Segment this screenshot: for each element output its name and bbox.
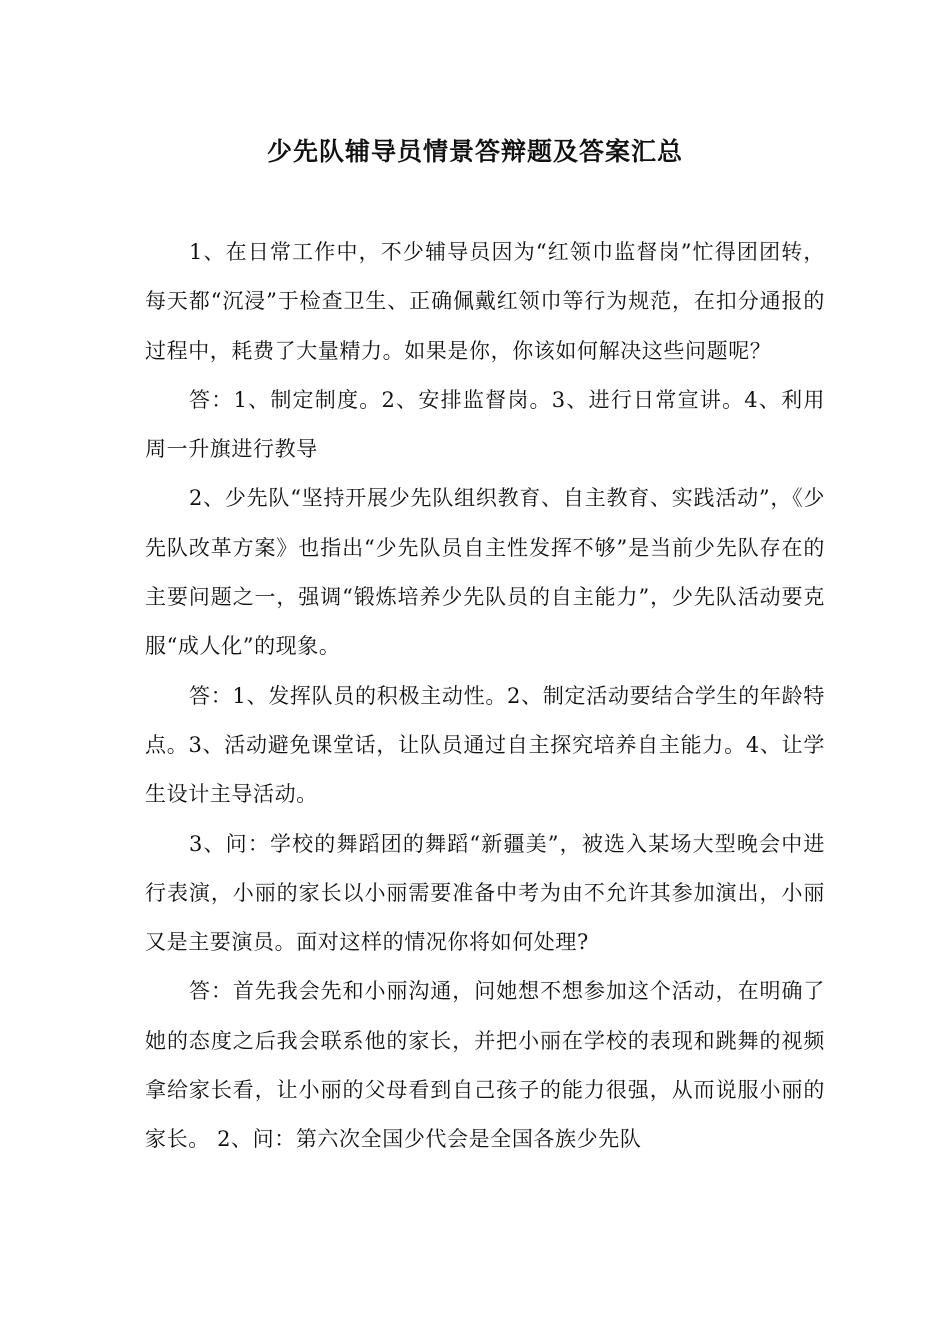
answer-3-paragraph: 答：首先我会先和小丽沟通，问她想不想参加这个活动，在明确了她的态度之后我会联系他的家长，并把小丽在学校的表现和跳舞的视频拿给家长看，让小丽的父母看到自己孩子的能力很强，从而说服小丽的家长。 2、问：第六次全国少代会是全国各族少先队 — [145, 979, 825, 1152]
answer-2-paragraph: 答：1、发挥队员的积极主动性。2、制定活动要结合学生的年龄特点。3、活动避免课堂话，让队员通过自主探究培养自主能力。4、让学生设计主导活动。 — [145, 683, 825, 807]
question-3-paragraph: 3、问：学校的舞蹈团的舞蹈“新疆美”，被选入某场大型晚会中进行表演，小丽的家长以小丽需要准备中考为由不允许其参加演出，小丽又是主要演员。面对这样的情况你将如何处理? — [145, 831, 825, 955]
question-1-paragraph: 1、在日常工作中，不少辅导员因为“红领巾监督岗”忙得团团转，每天都“沉浸”于检查卫生、正确佩戴红领巾等行为规范，在扣分通报的过程中，耗费了大量精力。如果是你，你该如何解决这些问题呢？ — [145, 240, 825, 363]
document-title: 少先队辅导员情景答辩题及答案汇总 — [266, 137, 683, 166]
question-2-paragraph: 2、少先队“坚持开展少先队组织教育、自主教育、实践活动”，《少先队改革方案》也指出“少先队员自主性发挥不够”是当前少先队存在的主要问题之一，强调“锻炼培养少先队员的自主能力”，少先队活动要克服“成人化”的现象。 — [145, 486, 825, 659]
answer-1-paragraph: 答：1、制定制度。2、安排监督岗。3、进行日常宣讲。4、利用周一升旗进行教导 — [145, 387, 825, 462]
document-body — [145, 228, 825, 1165]
